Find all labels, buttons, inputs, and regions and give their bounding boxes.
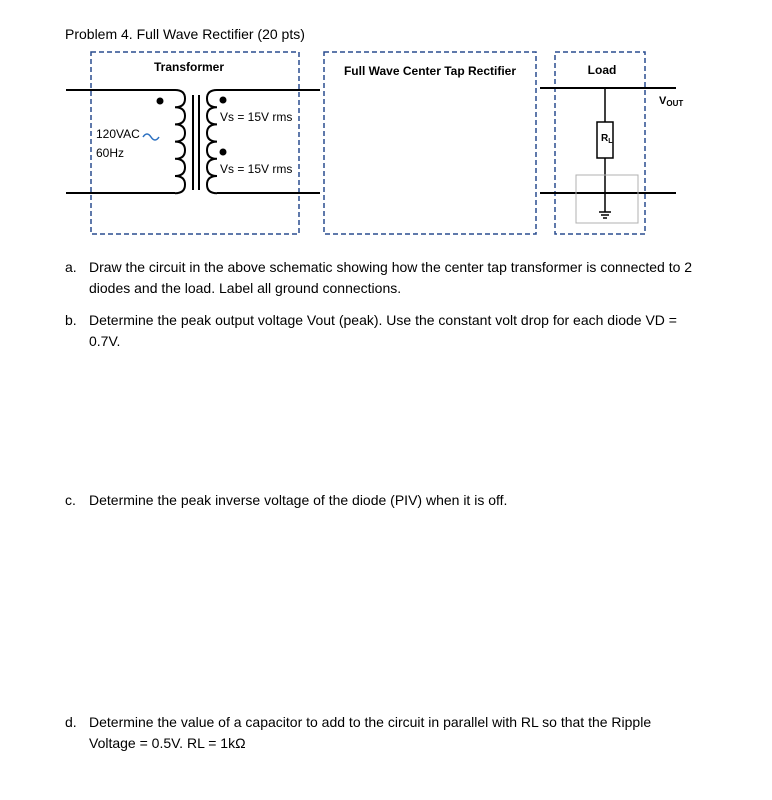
- question-c-letter: c.: [65, 492, 76, 508]
- question-d-letter: d.: [65, 714, 77, 730]
- primary-coil: [175, 90, 185, 193]
- secondary-polarity-dot-top: [220, 97, 227, 104]
- rectifier-label: Full Wave Center Tap Rectifier: [343, 64, 517, 78]
- question-a-letter: a.: [65, 259, 77, 275]
- question-b-letter: b.: [65, 312, 77, 328]
- ac-source-icon: [143, 134, 159, 140]
- question-d-text: Determine the value of a capacitor to add to the circuit in parallel with RL so that the Ripple Voltage = 0.5V. RL = 1kΩ: [89, 714, 652, 751]
- transformer-box: [91, 52, 299, 234]
- rectifier-schematic: [0, 0, 772, 250]
- rl-label: $R_L$: [601, 133, 613, 145]
- ground-outline: [576, 175, 638, 223]
- rectifier-box: [324, 52, 536, 234]
- question-b-text: Determine the peak output voltage Vout (peak). Use the constant volt drop for each diode VD = 0.7V.: [89, 312, 677, 349]
- load-label: Load: [587, 63, 617, 77]
- question-c-text: Determine the peak inverse voltage of the diode (PIV) when it is off.: [89, 492, 508, 508]
- problem-title: Problem 4. Full Wave Rectifier (20 pts): [65, 26, 305, 42]
- vout-label: VOUT: [659, 95, 684, 108]
- secondary-polarity-dot-bottom: [220, 149, 227, 156]
- source-frequency-label: 60Hz: [96, 146, 125, 160]
- question-a-text: Draw the circuit in the above schematic showing how the center tap transformer is connected to 2 diodes and the load. Label all ground connections.: [89, 259, 693, 296]
- transformer-label: Transformer: [153, 60, 225, 74]
- ground-icon: [599, 212, 611, 218]
- primary-polarity-dot: [157, 98, 164, 105]
- secondary-top-voltage: Vs = 15V rms: [220, 110, 293, 124]
- source-voltage-label: 120VAC: [96, 127, 140, 141]
- secondary-coil: [207, 90, 217, 193]
- secondary-bottom-voltage: Vs = 15V rms: [220, 162, 293, 176]
